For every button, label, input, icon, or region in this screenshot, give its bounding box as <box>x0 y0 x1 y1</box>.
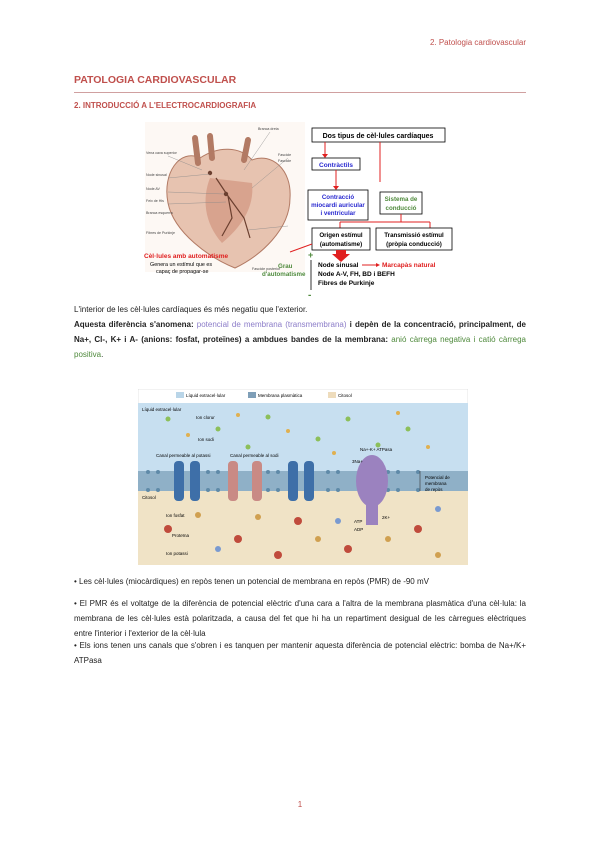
label-adp: ADP <box>354 527 364 532</box>
plus-sign: + <box>308 250 314 260</box>
page-title: PATOLOGIA CARDIOVASCULAR <box>74 74 237 86</box>
box-contractils-label: Contràctils <box>319 162 353 169</box>
label-atp: ATP <box>354 519 363 524</box>
genera-line: capaç de propagar-se <box>156 269 209 275</box>
fibres: Fibres de Purkinje <box>318 280 375 287</box>
label-na: 3Na+ <box>352 459 363 464</box>
minus-sign: - <box>308 290 312 298</box>
down-arrow <box>332 250 350 262</box>
label-proteina: Proteïna <box>172 533 190 538</box>
intro-paragraph <box>74 302 526 362</box>
contraccio-line: miocardi auricular <box>311 202 365 209</box>
heart-label: Feix de His <box>146 199 164 203</box>
potencial-line: membrana <box>425 481 447 486</box>
heart-label: Fascicle <box>278 159 292 163</box>
bullet-3: • Els ions tenen uns canals que s'obren i es tanquen per mantenir aquesta diferència de potencial elèctric: bomba de Na+/K+ ATPasa <box>74 641 526 665</box>
membrane-diagram <box>138 389 468 565</box>
page-number: 1 <box>297 800 303 809</box>
box-dos-tipus-label: Dos tipus de cèl·lules cardíaques <box>322 133 434 140</box>
running-header: 2. Patologia cardiovascular <box>429 38 526 47</box>
label-citosol: Citosol <box>142 495 156 500</box>
heart-label: Fascicle <box>278 153 292 157</box>
marcapas: Marcapàs natural <box>382 262 436 269</box>
conduction-diagram <box>140 118 460 298</box>
label-ion-sodi: Ion sodi <box>198 437 214 442</box>
intro-text-end: . <box>101 350 104 359</box>
heart-label: Fibres de Purkinje <box>146 231 175 235</box>
contraccio-line: i ventricular <box>320 210 356 217</box>
node-av: Node A-V, FH, BD i BEFH <box>318 271 395 278</box>
anio-cation: anió càrrega negativa i catió càrrega positiva <box>74 335 526 359</box>
label-liquid: Líquid extracel·lular <box>142 407 182 412</box>
bullet-2: • El PMR és el voltatge de la diferència de potencial elèctric d'una cara a l'altra de la membrana plasmàtica d'una cèl·lula: la membrana de les cèl·lules està polaritzada, a causa del fet que hi ha un repartiment desigual de les càrregues elèctriques entre l'interior i l'exterior de la cèl·lula <box>74 599 526 638</box>
section-heading: 2. INTRODUCCIÓ A L'ELECTROCARDIOGRAFIA <box>74 101 257 110</box>
sistema-line: Sistema de <box>384 196 418 203</box>
legend-membrana: Membrana plasmàtica <box>258 393 303 398</box>
heart-illustration <box>145 122 305 272</box>
grau-line: d'automatisme <box>262 271 306 278</box>
potencial-membrana: potencial de membrana (transmembrana) <box>196 320 347 329</box>
label-canal-sodi: Canal permeable al sodi <box>230 453 279 458</box>
potencial-line: de repòs <box>425 487 443 492</box>
legend-liquid: Líquid extracel·lular <box>186 393 226 398</box>
transmissio-line: (pròpia conducció) <box>386 241 442 248</box>
label-canal-potassi: Canal permeable al potassi <box>156 453 211 458</box>
heart-label: Vena cava superior <box>146 151 177 155</box>
label-ion-clorur: Ion clorur <box>196 415 215 420</box>
node-sinusal: Node sinusal <box>318 262 359 269</box>
heart-label: Branca esquerra <box>146 211 173 215</box>
potencial-line: Potencial de <box>425 475 450 480</box>
intro-text-b: i depèn de la concentració, principalment, de Na+, Cl-, K+ i A- (anions: fosfat, proteïnes) a ambdues bandes de la membrana: <box>74 320 526 344</box>
genera-line: Genera un estímul que es <box>150 262 213 268</box>
bullet-1: • Les cèl·lules (miocàrdiques) en repòs tenen un potencial de membrana en repòs (PMR) de -90 mV <box>74 577 429 586</box>
transmissio-line: Transmissió estímul <box>384 232 444 239</box>
legend-citosol: Citosol <box>338 393 352 398</box>
label-atpase: Na+-K+ ATPasa <box>360 447 393 452</box>
heart-label: Node AV <box>146 187 160 191</box>
cel-automatisme: Cèl·lules amb automatisme <box>144 253 229 260</box>
intro-line1: L'interior de les cèl·lules cardíaques és més negatiu que l'exterior. <box>74 305 308 314</box>
origen-line: (automatisme) <box>319 241 363 248</box>
title-divider <box>74 92 526 93</box>
origen-line: Origen estímul <box>319 232 363 239</box>
intro-text-a: Aquesta diferència s'anomena: <box>74 320 197 329</box>
label-ion-potassi: Ion potassi <box>166 551 188 556</box>
contraccio-line: Contracció <box>321 194 355 201</box>
label-ion-fosfat: Ion fosfat <box>166 513 185 518</box>
heart-label: Branca dreta <box>258 127 279 131</box>
label-k: 2K+ <box>382 515 391 520</box>
heart-label: Fascicle posterior <box>252 267 281 271</box>
grau-line: Grau <box>278 263 293 270</box>
heart-label: Node sinusal <box>146 173 167 177</box>
sistema-line: conducció <box>385 205 417 212</box>
